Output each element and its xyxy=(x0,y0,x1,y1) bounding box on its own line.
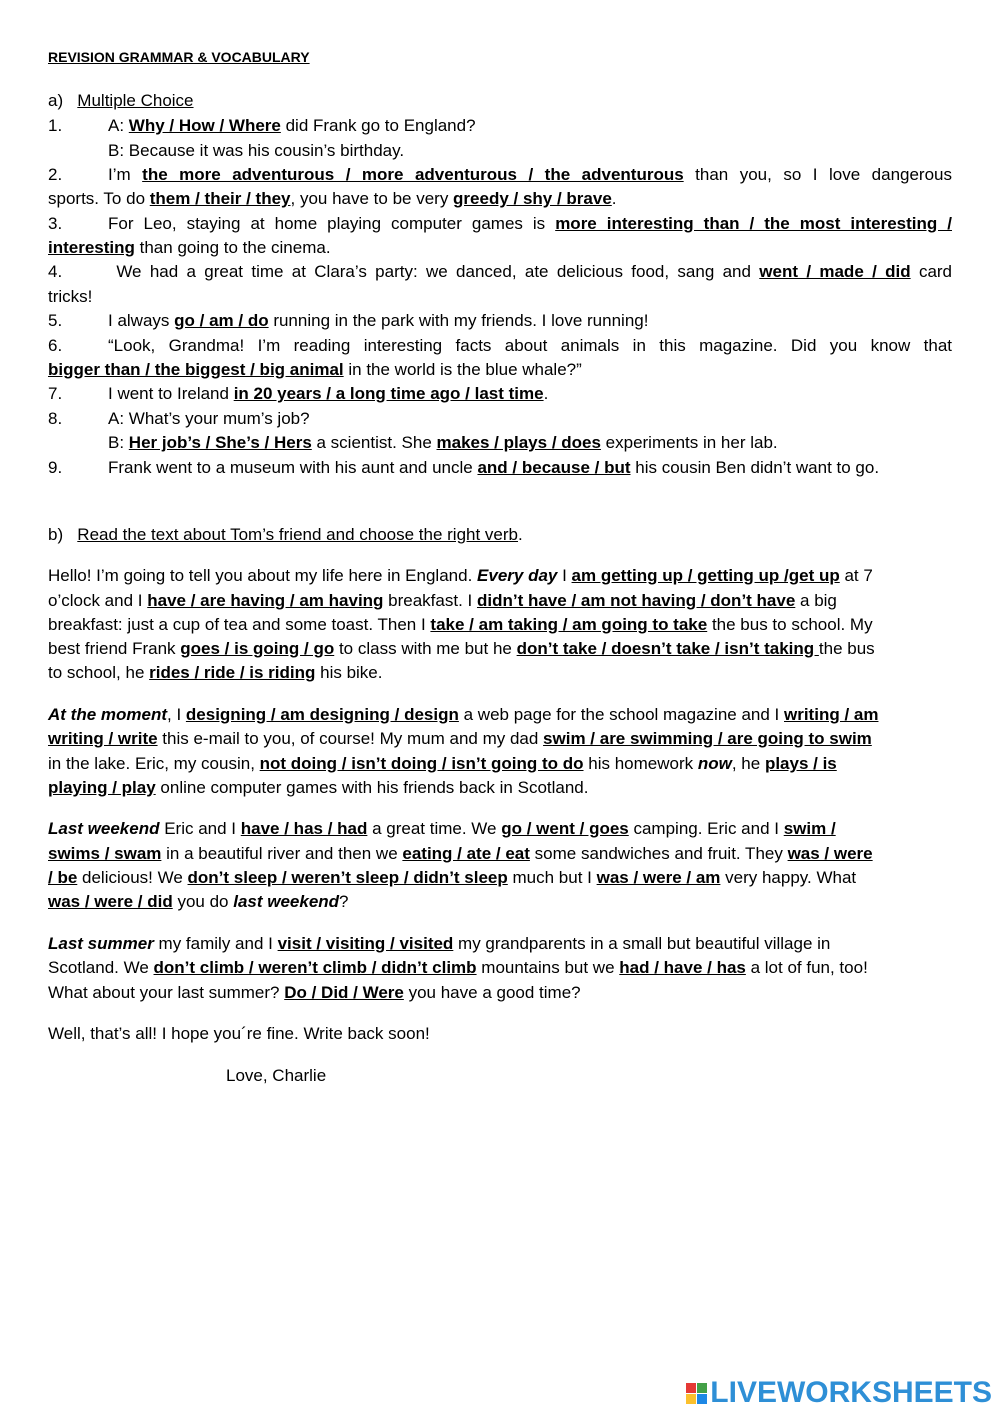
question-text: tricks! xyxy=(48,287,93,306)
letter-emphasis: Last summer xyxy=(48,934,154,953)
question-text: I went to Ireland xyxy=(108,384,234,403)
question-text: sports. To do xyxy=(48,189,150,208)
letter-text: at 7 xyxy=(839,566,873,585)
letter-text: to class with me but he xyxy=(334,639,517,658)
letter-text: some sandwiches and fruit. They xyxy=(529,844,788,863)
question-text: B: xyxy=(108,433,129,452)
question-text: a scientist. She xyxy=(311,433,437,452)
logo-square-red xyxy=(686,1383,696,1393)
question-number: 1. xyxy=(48,116,63,135)
question-text: We had a great time at Clara’s party: we danced, ate delicious food, sang and xyxy=(108,262,760,281)
letter-text: What about your last summer? xyxy=(48,983,285,1002)
question-1 xyxy=(48,116,952,136)
question-text: his cousin Ben didn’t want to go. xyxy=(630,458,880,477)
question-number: 2. xyxy=(48,165,63,184)
question-text: card xyxy=(910,262,953,281)
verb-options[interactable]: / be xyxy=(48,868,78,887)
answer-options[interactable]: in 20 years / a long time ago / last time xyxy=(233,384,544,403)
verb-options[interactable]: writing / write xyxy=(48,729,158,748)
verb-options[interactable]: goes / is going / go xyxy=(180,639,335,658)
question-text: I’m xyxy=(108,165,143,184)
question-text: did Frank go to England? xyxy=(280,116,476,135)
question-number: 4. xyxy=(48,262,63,281)
logo-square-yellow xyxy=(686,1394,696,1404)
answer-options[interactable]: more interesting than / the most interesting / xyxy=(555,214,952,233)
letter-text: in a beautiful river and then we xyxy=(161,844,403,863)
letter-p1-line4 xyxy=(48,639,952,659)
question-number: 7. xyxy=(48,384,63,403)
verb-options[interactable]: am getting up / getting up /get up xyxy=(571,566,840,585)
letter-p2-line2 xyxy=(48,729,952,749)
letter-p2-line1 xyxy=(48,705,952,725)
question-6 xyxy=(48,336,952,356)
section-b-title: Read the text about Tom’s friend and choose the right verb xyxy=(77,525,519,544)
question-3 xyxy=(48,214,952,234)
letter-p4-line2 xyxy=(48,958,952,978)
letter-p1-line2 xyxy=(48,591,952,611)
verb-options[interactable]: take / am taking / am going to take xyxy=(430,615,708,634)
page-title: REVISION GRAMMAR & VOCABULARY xyxy=(48,49,310,65)
answer-options[interactable]: the more adventurous / more adventurous / the adventurous xyxy=(142,165,684,184)
letter-text: Hello! I’m going to tell you about my life here in England. xyxy=(48,566,478,585)
liveworksheets-logo[interactable] xyxy=(686,1376,992,1410)
answer-options[interactable]: go / am / do xyxy=(174,311,269,330)
verb-options[interactable]: was / were / am xyxy=(596,868,721,887)
letter-text: his homework xyxy=(583,754,698,773)
question-5 xyxy=(48,311,952,331)
question-2-cont xyxy=(48,189,952,209)
letter-emphasis: Last weekend xyxy=(48,819,160,838)
verb-options[interactable]: playing / play xyxy=(48,778,156,797)
verb-options[interactable]: didn’t have / am not having / don’t have xyxy=(476,591,796,610)
letter-text: Eric and I xyxy=(159,819,241,838)
letter-text: Scotland. We xyxy=(48,958,154,977)
question-text: than you, so I love dangerous xyxy=(683,165,953,184)
question-text: than going to the cinema. xyxy=(134,238,331,257)
question-text: in the world is the blue whale?” xyxy=(343,360,582,379)
section-b-label: b) xyxy=(48,525,64,544)
letter-text: in the lake. Eric, my cousin, xyxy=(48,754,260,773)
verb-options[interactable]: plays / is xyxy=(764,754,837,773)
verb-options[interactable]: eating / ate / eat xyxy=(402,844,530,863)
verb-options[interactable]: was / were xyxy=(787,844,873,863)
question-1-answer xyxy=(48,141,1000,161)
question-text: Frank went to a museum with his aunt and uncle xyxy=(108,458,478,477)
logo-text: LIVEWORKSHEETS xyxy=(710,1376,992,1409)
verb-options[interactable]: writing / am xyxy=(784,705,879,724)
question-text: I always xyxy=(108,311,175,330)
letter-text: camping. Eric and I xyxy=(628,819,784,838)
section-b-heading xyxy=(48,525,952,545)
verb-options[interactable]: swims / swam xyxy=(48,844,162,863)
question-text: B: Because it was his cousin’s birthday. xyxy=(108,141,405,160)
logo-square-blue xyxy=(697,1394,707,1404)
letter-emphasis: now xyxy=(697,754,732,773)
verb-options[interactable]: was / were / did xyxy=(48,892,173,911)
question-number: 3. xyxy=(48,214,63,233)
letter-p2-line4 xyxy=(48,778,952,798)
letter-p4-line3 xyxy=(48,983,952,1003)
letter-text: the bus xyxy=(818,639,875,658)
letter-text: o’clock and I xyxy=(48,591,148,610)
answer-options[interactable]: bigger than / the biggest / big animal xyxy=(48,360,344,379)
question-3-cont xyxy=(48,238,952,258)
section-a-title: Multiple Choice xyxy=(77,91,194,110)
letter-text: delicious! We xyxy=(77,868,188,887)
question-7 xyxy=(48,384,952,404)
question-4-cont xyxy=(48,287,952,307)
answer-options[interactable]: greedy / shy / brave xyxy=(453,189,612,208)
question-4 xyxy=(48,262,952,282)
question-text: “Look, Grandma! I’m reading interesting facts about animals in this magazine. Did you know that xyxy=(108,336,952,355)
verb-options[interactable]: not doing / isn’t doing / isn’t going to do xyxy=(259,754,584,773)
letter-text: , he xyxy=(731,754,765,773)
question-number: 6. xyxy=(48,336,63,355)
letter-text: breakfast. I xyxy=(383,591,477,610)
question-text: experiments in her lab. xyxy=(600,433,778,452)
letter-text: , I xyxy=(167,705,186,724)
letter-p3-line1 xyxy=(48,819,952,839)
question-text: , you have to be very xyxy=(290,189,454,208)
section-a-heading xyxy=(48,91,952,111)
letter-text: much but I xyxy=(507,868,597,887)
question-2 xyxy=(48,165,952,185)
letter-p3-line4 xyxy=(48,892,952,912)
letter-text: mountains but we xyxy=(476,958,620,977)
verb-options[interactable]: visit / visiting / visited xyxy=(277,934,454,953)
letter-text: a web page for the school magazine and I xyxy=(458,705,784,724)
verb-options[interactable]: swim / xyxy=(783,819,836,838)
question-8 xyxy=(48,409,952,429)
letter-closing: Well, that’s all! I hope you´re fine. Write back soon! xyxy=(48,1024,430,1043)
letter-text: the bus to school. My xyxy=(707,615,873,634)
letter-text: I xyxy=(557,566,572,585)
letter-p1-line1 xyxy=(48,566,952,586)
letter-text: this e-mail to you, of course! My mum and my dad xyxy=(157,729,544,748)
answer-options[interactable]: makes / plays / does xyxy=(436,433,601,452)
question-number: 8. xyxy=(48,409,63,428)
verb-options[interactable]: don’t sleep / weren’t sleep / didn’t sleep xyxy=(187,868,508,887)
letter-emphasis: last weekend xyxy=(233,892,340,911)
letter-p4-line1 xyxy=(48,934,952,954)
letter-p2-line3 xyxy=(48,754,952,774)
logo-squares-icon xyxy=(686,1383,707,1404)
letter-p1-line3 xyxy=(48,615,952,635)
letter-text: a great time. We xyxy=(367,819,502,838)
letter-emphasis: Every day xyxy=(477,566,558,585)
answer-options[interactable]: Her job’s / She’s / Hers xyxy=(128,433,312,452)
logo-square-green xyxy=(697,1383,707,1393)
question-text: . xyxy=(543,384,549,403)
answer-options[interactable]: Why / How / Where xyxy=(128,116,281,135)
letter-text: a lot of fun, too! xyxy=(745,958,868,977)
letter-text: his bike. xyxy=(315,663,383,682)
verb-options[interactable]: go / went / goes xyxy=(501,819,629,838)
question-9 xyxy=(48,458,952,478)
verb-options[interactable]: swim / are swimming / are going to swim xyxy=(543,729,872,748)
letter-text: to school, he xyxy=(48,663,150,682)
verb-options[interactable]: Do / Did / Were xyxy=(284,983,404,1002)
answer-options[interactable]: went / made / did xyxy=(759,262,911,281)
verb-options[interactable]: have / are having / am having xyxy=(147,591,384,610)
letter-text: you have a good time? xyxy=(403,983,581,1002)
verb-options[interactable]: don’t take / doesn’t take / isn’t taking xyxy=(516,639,819,658)
letter-text: my family and I xyxy=(153,934,278,953)
verb-options[interactable]: had / have / has xyxy=(619,958,746,977)
letter-text: very happy. What xyxy=(720,868,857,887)
question-6-cont xyxy=(48,360,952,380)
answer-options[interactable]: them / their / they xyxy=(149,189,291,208)
letter-text: you do xyxy=(172,892,234,911)
letter-text: ? xyxy=(339,892,349,911)
letter-p1-line5 xyxy=(48,663,952,683)
question-text: A: xyxy=(108,116,129,135)
question-text: running in the park with my friends. I love running! xyxy=(268,311,649,330)
section-b-dot: . xyxy=(518,525,523,544)
answer-options[interactable]: and / because / but xyxy=(477,458,631,477)
letter-text: breakfast: just a cup of tea and some toast. Then I xyxy=(48,615,431,634)
question-8-answer xyxy=(48,433,1000,453)
letter-p3-line2 xyxy=(48,844,952,864)
verb-options[interactable]: have / has / had xyxy=(240,819,368,838)
letter-p3-line3 xyxy=(48,868,952,888)
letter-signoff: Love, Charlie xyxy=(226,1066,327,1085)
letter-text: best friend Frank xyxy=(48,639,181,658)
letter-text: my grandparents in a small but beautiful village in xyxy=(453,934,831,953)
letter-text: online computer games with his friends back in Scotland. xyxy=(155,778,589,797)
answer-options[interactable]: interesting xyxy=(48,238,135,257)
question-text: A: What’s your mum’s job? xyxy=(108,409,310,428)
question-text: . xyxy=(611,189,617,208)
section-a-label: a) xyxy=(48,91,64,110)
question-number: 9. xyxy=(48,458,63,477)
verb-options[interactable]: don’t climb / weren’t climb / didn’t climb xyxy=(153,958,477,977)
question-text: For Leo, staying at home playing computer games is xyxy=(108,214,556,233)
verb-options[interactable]: designing / am designing / design xyxy=(185,705,459,724)
question-number: 5. xyxy=(48,311,63,330)
letter-emphasis: At the moment xyxy=(48,705,167,724)
letter-text: a big xyxy=(795,591,837,610)
verb-options[interactable]: rides / ride / is riding xyxy=(149,663,316,682)
